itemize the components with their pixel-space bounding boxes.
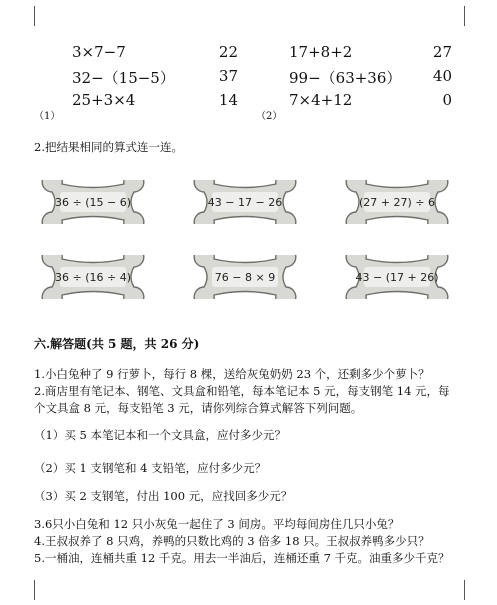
left-expr-1: 3×7−7 — [72, 43, 126, 61]
left-group-label: （1） — [34, 111, 61, 122]
bone-expression-2: 43 − 17 − 26 — [207, 195, 283, 209]
right-group-label: （2） — [256, 111, 283, 122]
question-2-title: 2.把结果相同的算式连一连。 — [34, 140, 183, 154]
right-expr-3: 7×4+12 — [289, 91, 353, 109]
left-value-2: 37 — [218, 67, 238, 85]
bone-expression-3: (27 + 27) ÷ 6 — [359, 195, 435, 209]
bone-card-2[interactable] — [190, 180, 300, 224]
bone-expression-5: 76 − 8 × 9 — [214, 270, 276, 284]
bone-card-6[interactable] — [342, 255, 452, 299]
problem-2-sub-3: （3）买 2 支钢笔，付出 100 元，应找回多少元？ — [34, 489, 293, 503]
problem-3: 3.6只小白兔和 12 只小灰兔一起住了 3 间房。平均每间房住几只小兔？ — [34, 517, 400, 531]
bone-expression-6: 43 − (17 + 26) — [355, 270, 439, 284]
left-expr-2: 32−（15−5） — [72, 69, 175, 87]
corner-mark-bottom-left-v — [34, 580, 35, 600]
left-value-1: 22 — [218, 43, 238, 61]
right-value-2: 40 — [432, 67, 452, 85]
bone-expression-1: 36 ÷ (15 − 6) — [55, 195, 131, 209]
bone-expression-4: 36 ÷ (16 ÷ 4) — [55, 270, 131, 284]
problem-5: 5.一桶油，连桶共重 12 千克。用去一半油后，连桶还重 7 千克。油重多少千克？ — [34, 551, 450, 565]
corner-mark-top-right-v — [464, 6, 465, 26]
problem-4: 4.王叔叔养了 8 只鸡，养鸭的只数比鸡的 3 倍多 18 只。王叔叔养鸭多少只？ — [34, 534, 430, 548]
problem-2-line-1: 2.商店里有笔记本、钢笔、文具盒和铅笔，每本笔记本 5 元，每支钢笔 14 元，每 — [34, 384, 450, 398]
right-value-3: 0 — [442, 91, 452, 109]
bone-card-4[interactable] — [38, 255, 148, 299]
bone-card-3[interactable] — [342, 180, 452, 224]
corner-mark-bottom-right-v — [464, 580, 465, 600]
problem-2-sub-2: （2）买 1 支钢笔和 4 支铅笔，应付多少元？ — [34, 461, 267, 475]
bone-card-5[interactable] — [190, 255, 300, 299]
right-expr-1: 17+8+2 — [289, 43, 353, 61]
bone-card-1[interactable] — [38, 180, 148, 224]
problem-1: 1.小白兔种了 9 行萝卜，每行 8 棵，送给灰兔奶奶 23 个，还剩多少个萝卜？ — [34, 367, 430, 381]
left-expr-3: 25+3×4 — [72, 91, 136, 109]
problem-2-sub-1: （1）买 5 本笔记本和一个文具盒，应付多少元？ — [34, 428, 286, 442]
right-value-1: 27 — [432, 43, 452, 61]
right-expr-2: 99−（63+36） — [289, 69, 402, 87]
corner-mark-top-left-v — [34, 6, 35, 26]
problem-2-line-2: 个文具盒 8 元，每支铅笔 3 元，请你列综合算式解答下列问题。 — [34, 401, 363, 415]
section-6-title: 六.解答题(共 5 题，共 26 分) — [34, 337, 200, 351]
left-value-3: 14 — [218, 91, 238, 109]
